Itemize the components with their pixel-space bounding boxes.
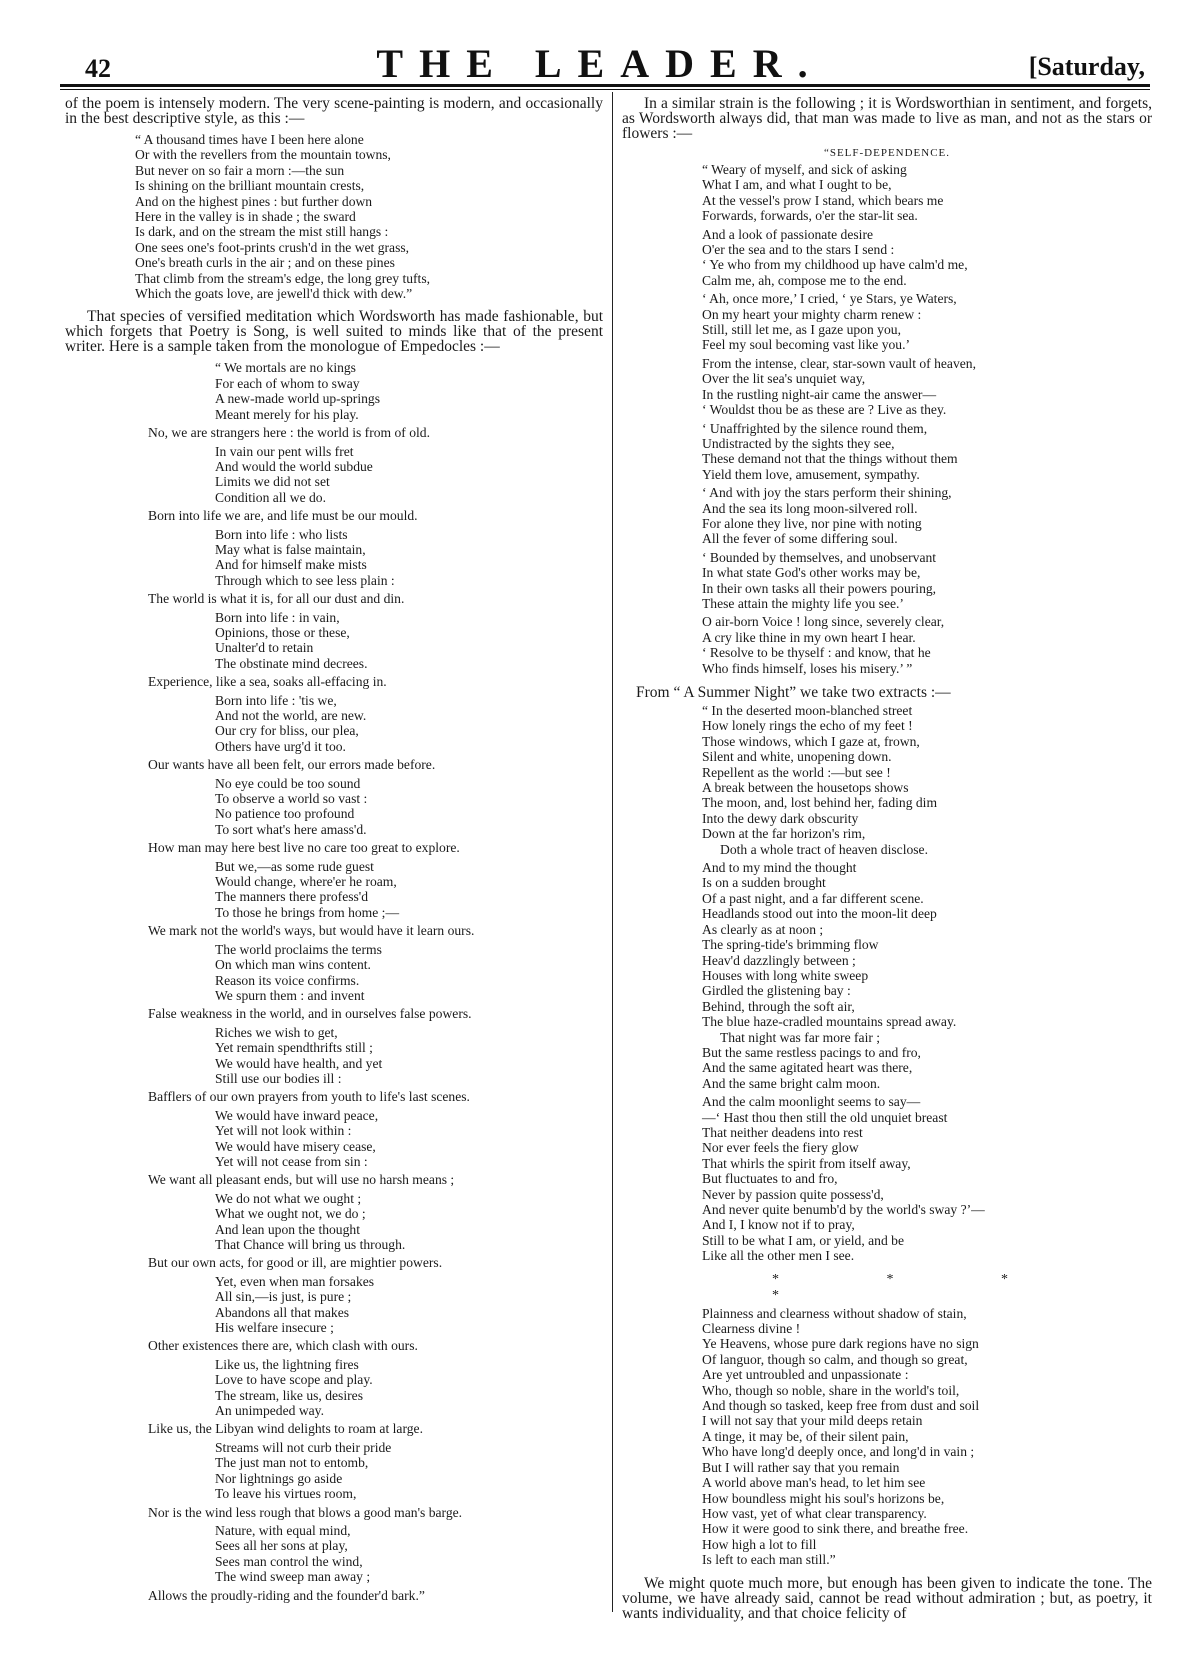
stanza — [65, 1172, 603, 1187]
poem-line: An unimpeded way. — [215, 1403, 324, 1419]
poem-line: On which man wins content. — [215, 957, 371, 973]
poem-line: The moon, and, lost behind her, fading dim — [702, 795, 938, 811]
poem-line: We do not what we ought ; — [215, 1190, 362, 1206]
poem-line: We spurn them : and invent — [215, 987, 365, 1003]
poem-line: And never quite benumb'd by the world's sway ?’— — [702, 1202, 985, 1217]
poem-line: ‘ Wouldst thou be as these are ? Live as they. — [702, 402, 947, 418]
stanza — [65, 1006, 603, 1021]
poem-line: As clearly as at noon ; — [702, 921, 824, 937]
stanza — [622, 614, 1152, 676]
poem-line: Houses with long white sweep — [702, 967, 869, 983]
poem-line: Sees man control the wind, — [215, 1553, 363, 1569]
stanza — [622, 291, 1152, 353]
stanza — [65, 1338, 603, 1353]
poem-line: ‘ Resolve to be thyself : and know, that he — [702, 645, 931, 661]
poem-line: To those he brings from home ;— — [215, 904, 400, 920]
poem-line: And the same agitated heart was there, — [702, 1060, 913, 1076]
poem-line: All the fever of some differing soul. — [702, 531, 898, 547]
poem-line: The world is what it is, for all our dust and din. — [148, 591, 405, 607]
poem-line: But I will rather say that you remain — [702, 1459, 900, 1475]
stanza — [622, 227, 1152, 289]
poem-summer-night-2 — [622, 1306, 1152, 1568]
poem-line: That night was far more fair ; — [720, 1029, 881, 1045]
poem-line: What I am, and what I ought to be, — [702, 177, 892, 193]
poem-line: In vain our pent wills fret — [215, 443, 354, 459]
poem-line: ‘ Ye who from my childhood up have calm'd me, — [702, 257, 968, 273]
poem-line: What we ought not, we do ; — [215, 1206, 366, 1222]
poem-line: Our cry for bliss, our plea, — [215, 723, 359, 739]
poem-mountain-morn — [65, 132, 603, 301]
stanza — [65, 444, 603, 506]
stanza — [622, 421, 1152, 483]
poem-line: Forwards, forwards, o'er the star-lit sea. — [702, 208, 918, 224]
column-separator — [612, 92, 613, 1612]
poem-line: That climb from the stream's edge, the long grey tufts, — [135, 270, 431, 286]
poem-line: How it were good to sink there, and breathe free. — [702, 1521, 969, 1537]
poem-line: Repellent as the world :—but see ! — [702, 764, 891, 780]
poem-line: Who, though so noble, share in the world's toil, — [702, 1382, 960, 1398]
poem-line: Of languor, though so calm, and though so great, — [702, 1351, 968, 1367]
poem-line: To observe a world so vast : — [215, 791, 368, 807]
poem-line: The stream, like us, desires — [215, 1387, 363, 1403]
stanza — [622, 703, 1152, 857]
poem-line: Born into life : in vain, — [215, 609, 340, 625]
poem-line: Nature, with equal mind, — [215, 1522, 351, 1538]
poem-line: “ Weary of myself, and sick of asking — [702, 162, 907, 177]
similar-strain-paragraph: In a similar strain is the following ; it is Wordsworthian in sentiment, and forgets, as Wordsworth always did, that man was made to live as man, and not as the stars or flowers :— — [622, 95, 1152, 142]
poem-line: False weakness in the world, and in ourselves false powers. — [148, 1006, 472, 1022]
poem-line: How lonely rings the echo of my feet ! — [702, 718, 913, 734]
stanza — [65, 1191, 603, 1253]
poem-line: And though so tasked, keep free from dust and soil — [702, 1398, 980, 1414]
poem-line: That whirls the spirit from itself away, — [702, 1155, 911, 1171]
poem-line: All sin,—is just, is pure ; — [215, 1289, 352, 1305]
poem-line: Is shining on the brilliant mountain crests, — [135, 178, 365, 194]
poem-line: Or with the revellers from the mountain towns, — [135, 147, 391, 163]
stanza — [65, 693, 603, 755]
poem-line: Through which to see less plain : — [215, 572, 395, 588]
stanza — [65, 776, 603, 838]
poem-line: The blue haze-cradled mountains spread away. — [702, 1014, 957, 1030]
poem-line: Into the dewy dark obscurity — [702, 810, 859, 826]
poem-line: Our wants have all been felt, our errors made before. — [148, 757, 436, 773]
poem-line: Still use our bodies ill : — [215, 1070, 342, 1086]
summer-night-intro: From “ A Summer Night” we take two extracts :— — [636, 684, 951, 701]
poem-title-self-dependence: “SELF-DEPENDENCE. — [823, 147, 951, 159]
poem-line: The world proclaims the terms — [215, 941, 382, 957]
poem-line: Meant merely for his play. — [215, 406, 359, 422]
poem-line: And the calm moonlight seems to say— — [702, 1094, 921, 1110]
poem-line: One sees one's foot-prints crush'd in the wet grass, — [135, 239, 410, 255]
stanza — [65, 1421, 603, 1436]
poem-line: Behind, through the soft air, — [702, 998, 855, 1014]
poem-line: We mark not the world's ways, but would have it learn ours. — [148, 923, 475, 939]
poem-line: Streams will not curb their pride — [215, 1439, 392, 1455]
poem-line: To sort what's here amass'd. — [215, 821, 367, 837]
poem-line: These attain the mighty life you see.’ — [702, 595, 904, 611]
poem-line: Plainness and clearness without shadow of stain, — [702, 1305, 967, 1321]
section-stars: * * * * — [772, 1271, 1060, 1303]
poem-line: Born into life : 'tis we, — [215, 692, 337, 708]
poem-line: His welfare insecure ; — [215, 1320, 334, 1336]
poem-line: But the same restless pacings to and fro, — [702, 1044, 921, 1060]
poem-line: O'er the sea and to the stars I send : — [702, 242, 895, 258]
poem-line: These demand not that the things without them — [702, 451, 958, 467]
poem-line: “ We mortals are no kings — [215, 360, 356, 376]
poem-line: No, we are strangers here : the world is from of old. — [148, 425, 430, 441]
poem-line: Opinions, those or these, — [215, 624, 350, 640]
poem-line: May what is false maintain, — [215, 541, 366, 557]
poem-line: —‘ Hast thou then still the old unquiet breast — [702, 1109, 948, 1125]
closing-paragraph: We might quote much more, but enough has been given to indicate the tone. The volume, we have already said, cannot be read without admiration ; but, as poetry, it wants individuality, and that choice felicity of — [622, 1574, 1152, 1622]
poem-line: And would the world subdue — [215, 458, 373, 474]
poem-line: Never by passion quite possess'd, — [702, 1186, 884, 1202]
poem-line: Abandons all that makes — [215, 1304, 350, 1320]
stanza — [65, 1108, 603, 1170]
poem-line: Over the lit sea's unquiet way, — [702, 371, 866, 387]
poem-line: Yet will not look within : — [215, 1123, 352, 1139]
poem-line: Experience, like a sea, soaks all-effacing in. — [148, 674, 387, 690]
poem-line: ‘ Unaffrighted by the silence round them, — [702, 420, 928, 436]
poem-line: No eye could be too sound — [215, 775, 361, 791]
poem-line: And to my mind the thought — [702, 860, 857, 876]
poem-line: Yet remain spendthrifts still ; — [215, 1040, 373, 1056]
poem-line: A tinge, it may be, of their silent pain, — [702, 1428, 909, 1444]
stanza — [65, 610, 603, 672]
poem-line: No patience too profound — [215, 806, 355, 822]
poem-line: Condition all we do. — [215, 489, 327, 505]
poem-line: Nor ever feels the fiery glow — [702, 1140, 859, 1156]
stanza — [65, 840, 603, 855]
poem-line: How boundless might his soul's horizons be, — [702, 1490, 945, 1506]
poem-line: We want all pleasant ends, but will use no harsh means ; — [148, 1172, 455, 1188]
header-rule-thin — [60, 89, 1150, 90]
poem-line: Love to have scope and play. — [215, 1372, 373, 1388]
poem-line: Clearness divine ! — [702, 1321, 801, 1337]
stanza — [65, 942, 603, 1004]
poem-line: Like all the other men I see. — [702, 1248, 855, 1264]
poem-line: That Chance will bring us through. — [215, 1237, 406, 1252]
poem-line: The manners there profess'd — [215, 889, 369, 905]
poem-summer-night — [622, 703, 1152, 1264]
stanza — [622, 550, 1152, 612]
poem-line: Which the goats love, are jewell'd thick with dew.” — [135, 286, 413, 302]
poem-line: Are yet untroubled and unpassionate : — [702, 1367, 909, 1383]
stanza — [65, 527, 603, 589]
poem-line: ‘ And with joy the stars perform their shining, — [702, 485, 952, 501]
left-column — [65, 96, 603, 1611]
issue-day: [Saturday, — [1028, 52, 1145, 81]
poem-line: Born into life we are, and life must be our mould. — [148, 508, 418, 524]
poem-line: Yield them love, amusement, sympathy. — [702, 466, 920, 482]
poem-line: Silent and white, unopening down. — [702, 749, 892, 765]
poem-line: How man may here best live no care too great to explore. — [148, 840, 460, 856]
stanza — [65, 360, 603, 422]
poem-line: A world above man's head, to let him see — [702, 1475, 926, 1491]
poem-line: Born into life : who lists — [215, 526, 348, 542]
poem-line: A cry like thine in my own heart I hear. — [702, 629, 916, 645]
stanza — [65, 923, 603, 938]
poem-line: And on the highest pines : but further down — [135, 193, 373, 209]
poem-line: Of a past night, and a far different scene. — [702, 890, 924, 906]
masthead: THE LEADER. — [376, 41, 824, 86]
poem-line: To leave his virtues room, — [215, 1486, 357, 1502]
poem-line: “ In the deserted moon-blanched street — [702, 703, 913, 718]
page-number: 42 — [85, 54, 111, 83]
poem-line: How vast, yet of what clear transparency. — [702, 1505, 927, 1521]
poem-line: Calm me, ah, compose me to the end. — [702, 272, 907, 288]
poem-line: And I, I know not if to pray, — [702, 1217, 855, 1233]
stanza — [622, 356, 1152, 418]
stanza — [65, 1089, 603, 1104]
poem-line: Here in the valley is in shade ; the sward — [135, 209, 356, 225]
header-rule — [60, 84, 1150, 87]
intro-paragraph: of the poem is intensely modern. The very scene-painting is modern, and occasionally in the best descriptive style, as this :— — [65, 95, 603, 127]
poem-line: O air-born Voice ! long since, severely clear, — [702, 614, 945, 630]
poem-line: Yet, even when man forsakes — [215, 1273, 375, 1289]
stanza — [65, 1505, 603, 1520]
poem-line: Like us, the lightning fires — [215, 1356, 359, 1372]
poem-line: Allows the proudly-riding and the founder'd bark.” — [148, 1587, 425, 1603]
poem-line: Nor is the wind less rough that blows a good man's barge. — [148, 1504, 463, 1520]
stanza — [622, 485, 1152, 547]
poem-line: Bafflers of our own prayers from youth to life's last scenes. — [148, 1089, 470, 1105]
stanza — [65, 1523, 603, 1585]
poem-line: On my heart your mighty charm renew : — [702, 306, 922, 322]
stanza — [65, 757, 603, 772]
poem-line: Undistracted by the sights they see, — [702, 435, 895, 451]
poem-line: In the rustling night-air came the answer— — [702, 386, 937, 402]
poem-line: ‘ Bounded by themselves, and unobservant — [702, 549, 937, 565]
stanza — [65, 674, 603, 689]
poem-line: That neither deadens into rest — [702, 1124, 863, 1140]
right-column — [622, 96, 1152, 1627]
poem-line: ‘ Ah, once more,’ I cried, ‘ ye Stars, ye Waters, — [702, 291, 957, 307]
stanza — [65, 1025, 603, 1087]
poem-line: Still, still let me, as I gaze upon you, — [702, 322, 901, 338]
poem-line: In what state God's other works may be, — [702, 565, 921, 581]
poem-line: The spring-tide's brimming flow — [702, 937, 879, 953]
poem-line: Headlands stood out into the moon-lit deep — [702, 906, 937, 922]
poem-line: We would have misery cease, — [215, 1138, 376, 1154]
poem-line: Sees all her sons at play, — [215, 1538, 348, 1554]
stanza — [65, 1357, 603, 1419]
poem-line: The wind sweep man away ; — [215, 1569, 371, 1585]
stanza — [65, 1588, 603, 1603]
poem-line: At the vessel's prow I stand, which bears me — [702, 192, 944, 208]
poem-line: Would change, where'er he roam, — [215, 874, 397, 890]
poem-self-dependence — [622, 162, 1152, 676]
poem-line: And for himself make mists — [215, 557, 367, 573]
poem-line: We would have inward peace, — [215, 1107, 379, 1123]
poem-line: Nor lightnings go aside — [215, 1470, 343, 1486]
poem-line: But never on so fair a morn :—the sun — [135, 162, 345, 178]
poem-line: Is on a sudden brought — [702, 875, 826, 891]
poem-line: Others have urg'd it too. — [215, 738, 346, 754]
poem-line: The just man not to entomb, — [215, 1455, 369, 1471]
poem-line: And lean upon the thought — [215, 1221, 360, 1237]
poem-line: And the same bright calm moon. — [702, 1075, 881, 1091]
stanza — [65, 425, 603, 440]
poem-line: From the intense, clear, star-sown vault of heaven, — [702, 355, 976, 371]
poem-empedocles — [65, 360, 603, 1602]
poem-line: The obstinate mind decrees. — [215, 655, 368, 671]
poem-line: Girdled the glistening bay : — [702, 983, 851, 999]
poem-line: Who finds himself, loses his misery.’ ” — [702, 660, 913, 676]
poem-line: Yet will not cease from sin : — [215, 1153, 368, 1169]
stanza — [65, 508, 603, 523]
poem-line: Those windows, which I gaze at, frown, — [702, 733, 920, 749]
poem-line: Ye Heavens, whose pure dark regions have no sign — [702, 1336, 979, 1352]
poem-line: Down at the far horizon's rim, — [702, 826, 866, 842]
stanza — [65, 1274, 603, 1336]
poem-line: But fluctuates to and fro, — [702, 1171, 838, 1187]
poem-line: “ A thousand times have I been here alone — [135, 132, 364, 147]
poem-line: For each of whom to sway — [215, 375, 360, 391]
stanza — [65, 1440, 603, 1502]
poem-line: Like us, the Libyan wind delights to roam at large. — [148, 1421, 423, 1437]
poem-line: And the sea its long moon-silvered roll. — [702, 500, 918, 516]
poem-line: I will not say that your mild deeps retain — [702, 1413, 923, 1429]
stanza — [65, 591, 603, 606]
poem-line: Reason its voice confirms. — [215, 972, 360, 988]
poem-line: But we,—as some rude guest — [215, 858, 374, 874]
poem-line: Unalter'd to retain — [215, 640, 314, 656]
poem-line: And not the world, are new. — [215, 708, 367, 723]
poem-line: Doth a whole tract of heaven disclose. — [720, 841, 928, 857]
poem-line: For alone they live, nor pine with noting — [702, 515, 922, 531]
poem-line: One's breath curls in the air ; and on these pines — [135, 255, 395, 271]
poem-line: But our own acts, for good or ill, are mightier powers. — [148, 1255, 443, 1271]
stanza — [65, 1255, 603, 1270]
poem-line: Still to be what I am, or yield, and be — [702, 1232, 904, 1248]
poem-line: Limits we did not set — [215, 474, 330, 490]
poem-line: Heav'd dazzlingly between ; — [702, 952, 856, 968]
poem-line: A new-made world up-springs — [215, 391, 380, 407]
poem-line: We would have health, and yet — [215, 1055, 383, 1071]
wordsworth-paragraph: That species of versified meditation which Wordsworth has made fashionable, but which forgets that Poetry is Song, is well suited to minds like that of the present writer. Here is a sample taken from the monologue of Empedocles :— — [65, 308, 603, 356]
poem-line: How high a lot to fill — [702, 1536, 817, 1552]
poem-line: Feel my soul becoming vast like you.’ — [702, 337, 911, 353]
stanza — [622, 1094, 1152, 1263]
poem-line: Who have long'd deeply once, and long'd in vain ; — [702, 1444, 975, 1460]
poem-line: Is dark, and on the stream the mist still hangs : — [135, 224, 389, 240]
poem-line: A break between the housetops shows — [702, 780, 909, 796]
page-header — [55, 30, 1145, 88]
poem-line: Riches we wish to get, — [215, 1024, 338, 1040]
poem-line: And a look of passionate desire — [702, 226, 874, 242]
stanza — [65, 859, 603, 921]
stanza — [622, 860, 1152, 1091]
stanza — [622, 162, 1152, 224]
poem-line: In their own tasks all their powers pouring, — [702, 580, 937, 596]
poem-line: Other existences there are, which clash with ours. — [148, 1338, 418, 1354]
poem-line: Is left to each man still.” — [702, 1552, 836, 1568]
